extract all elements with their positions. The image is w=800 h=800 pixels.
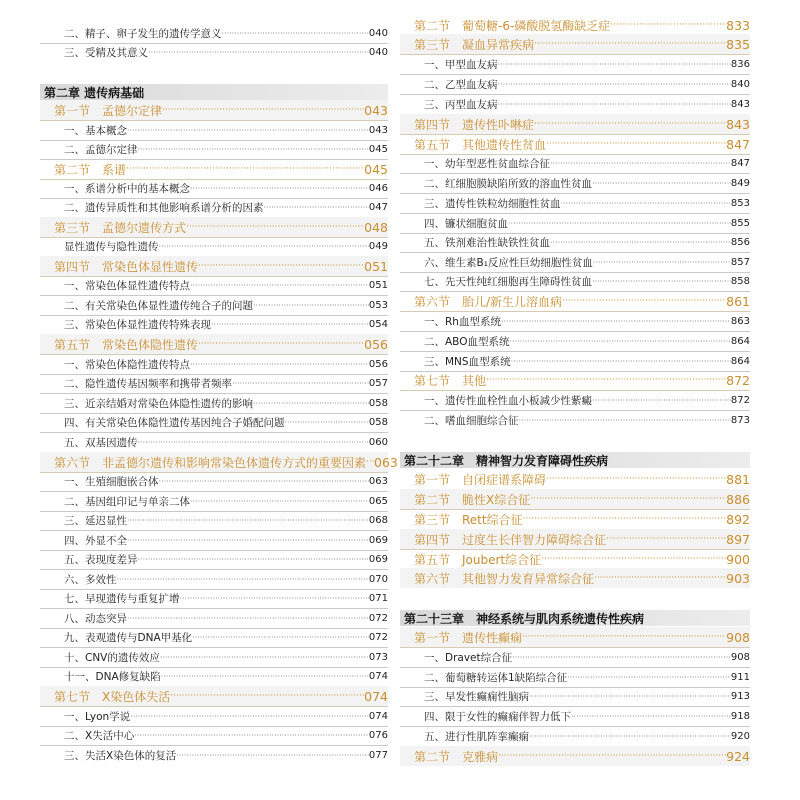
entry-title: 十、CNV的遗传效应	[64, 651, 160, 664]
dot-leader	[198, 339, 364, 349]
toc-subsection[interactable]	[40, 666, 388, 687]
toc-subsection[interactable]	[40, 314, 388, 335]
dot-leader	[192, 633, 369, 642]
page-number: 069	[368, 553, 388, 565]
dot-leader	[127, 614, 369, 623]
dot-leader	[498, 751, 726, 761]
toc-subsection[interactable]	[40, 120, 388, 141]
dot-leader	[162, 105, 364, 115]
page-number: 074	[368, 710, 388, 722]
page-number: 051	[368, 279, 388, 291]
toc-section[interactable]	[400, 746, 750, 766]
page-number: 897	[726, 531, 750, 547]
entry-title: 一、基本概念	[64, 124, 127, 137]
entry-title: 第四节 遗传性卟啉症	[414, 117, 535, 132]
toc-subsection[interactable]	[400, 232, 750, 253]
page-number: 074	[364, 688, 388, 704]
dot-leader	[126, 164, 364, 174]
dot-leader	[606, 534, 726, 544]
entry-title: 二、ABO血型系统	[424, 335, 510, 348]
page-number: 836	[730, 58, 750, 70]
toc-subsection[interactable]	[40, 530, 388, 551]
dot-leader	[232, 379, 369, 388]
dot-leader	[562, 296, 726, 306]
toc-section[interactable]	[40, 686, 388, 707]
entry-title: 一、常染色体显性遗传特点	[64, 279, 190, 292]
page-number: 040	[368, 27, 388, 39]
entry-title: 第五节 Joubert综合征	[414, 552, 542, 567]
page-number: 060	[368, 436, 388, 448]
toc-subsection[interactable]	[400, 351, 750, 372]
toc-section[interactable]	[400, 529, 750, 550]
toc-section[interactable]	[40, 100, 388, 121]
page-number: 040	[368, 46, 388, 58]
toc-subsection[interactable]	[40, 647, 388, 668]
page-number: 924	[726, 748, 750, 764]
toc-subsection[interactable]	[40, 295, 388, 316]
entry-title: 四、限于女性的癫痫伴智力低下	[424, 710, 571, 723]
entry-title: 二、隐性遗传基因频率和携带者频率	[64, 377, 232, 390]
entry-title: 五、进行性肌阵挛癫痫	[424, 730, 529, 743]
entry-title: 一、甲型血友病	[424, 58, 498, 71]
entry-title: 三、受精及其意义	[64, 46, 148, 59]
entry-title: 第三节 孟德尔遗传方式	[54, 220, 187, 235]
entry-title: 五、铁剂难治性缺铁性贫血	[424, 236, 550, 249]
toc-section[interactable]	[400, 568, 750, 588]
toc-subsection[interactable]	[400, 331, 750, 352]
toc-subsection[interactable]	[400, 153, 750, 174]
toc-subsection[interactable]	[40, 471, 388, 492]
toc-subsection[interactable]	[400, 706, 750, 727]
toc-subsection[interactable]	[400, 271, 750, 292]
entry-title: 显性遗传与隐性遗传	[64, 240, 159, 253]
toc-subsection[interactable]	[40, 197, 388, 218]
page-number: 903	[726, 570, 750, 586]
toc-subsection[interactable]	[400, 252, 750, 273]
page-number: 847	[730, 157, 750, 169]
dot-leader	[160, 653, 369, 662]
entry-title: 二、嗜血细胞综合征	[424, 414, 519, 427]
entry-title: 一、Lyon学说	[64, 710, 131, 723]
entry-title: 五、双基因遗传	[64, 436, 138, 449]
dot-leader	[511, 357, 731, 366]
page-number: 043	[364, 102, 388, 118]
toc-section[interactable]	[400, 627, 750, 648]
toc-section[interactable]	[400, 134, 750, 155]
entry-title: 十一、DNA修复缺陷	[64, 670, 161, 683]
page-number: 045	[368, 143, 388, 155]
page-number: 076	[368, 729, 388, 741]
toc-section[interactable]	[40, 159, 388, 180]
dot-leader	[176, 751, 369, 760]
entry-title: 三、常染色体显性遗传特殊表现	[64, 318, 211, 331]
toc-section[interactable]	[400, 370, 750, 391]
page-number: 049	[368, 240, 388, 252]
dot-leader	[550, 238, 731, 247]
entry-title: 第二节 克雅病	[414, 749, 499, 764]
entry-title: 五、表现度差异	[64, 553, 138, 566]
dot-leader	[529, 732, 731, 741]
dot-leader	[534, 39, 726, 49]
dot-leader	[190, 281, 369, 290]
page-number: 873	[730, 414, 750, 426]
page-number: 045	[364, 161, 388, 177]
toc-subsection[interactable]	[40, 275, 388, 296]
toc-subsection[interactable]	[40, 588, 388, 609]
entry-title: 第二节 脆性X综合征	[414, 492, 531, 507]
toc-section[interactable]	[400, 291, 750, 312]
dot-leader	[546, 139, 726, 149]
dot-leader	[509, 337, 730, 346]
page-number: 070	[368, 573, 388, 585]
toc-subsection[interactable]	[40, 393, 388, 414]
entry-title: 四、外显不全	[64, 534, 127, 547]
dot-leader	[198, 261, 364, 271]
page-number: 908	[726, 629, 750, 645]
toc-section[interactable]	[400, 509, 750, 530]
toc-subsection[interactable]	[40, 510, 388, 531]
toc-section[interactable]	[40, 334, 388, 355]
entry-title: 九、表观遗传与DNA甲基化	[64, 631, 193, 644]
entry-title: 三、失活X染色体的复活	[64, 749, 177, 762]
toc-subsection[interactable]	[40, 608, 388, 629]
toc-subsection[interactable]	[400, 193, 750, 214]
page-number: 077	[368, 749, 388, 761]
page-number: 886	[726, 491, 750, 507]
page-number: 071	[368, 592, 388, 604]
entry-title: 二、X失活中心	[64, 729, 135, 742]
dot-leader	[190, 184, 369, 193]
toc-subsection[interactable]	[40, 627, 388, 648]
dot-leader	[159, 477, 369, 486]
page-number: 856	[730, 236, 750, 248]
toc-subsection[interactable]	[40, 745, 388, 765]
dot-leader	[170, 691, 364, 701]
page-number: 074	[368, 670, 388, 682]
entry-title: 四、镰状细胞贫血	[424, 217, 508, 230]
dot-leader	[180, 594, 369, 603]
page-number: 051	[364, 258, 388, 274]
toc-subsection[interactable]	[40, 491, 388, 512]
page-number: 855	[730, 217, 750, 229]
toc-section[interactable]	[400, 489, 750, 510]
page-number: 047	[368, 201, 388, 213]
dot-leader	[610, 20, 726, 30]
dot-leader	[190, 497, 369, 506]
page-number: 843	[726, 116, 750, 132]
toc-subsection[interactable]	[40, 139, 388, 160]
dot-leader	[222, 29, 369, 38]
page-number: 068	[368, 514, 388, 526]
page-number: 918	[730, 710, 750, 722]
page-number: 864	[730, 335, 750, 347]
dot-leader	[486, 375, 726, 385]
page-number: 063	[368, 475, 388, 487]
dot-leader	[508, 219, 731, 228]
page-number: 057	[368, 377, 388, 389]
entry-title: 二、精子、卵子发生的遗传学意义	[64, 27, 222, 40]
entry-title: 第四节 常染色体显性遗传	[54, 259, 199, 274]
dot-leader	[127, 516, 369, 525]
dot-leader	[546, 474, 726, 484]
dot-leader	[523, 514, 727, 524]
chapter-heading: 第二十三章 神经系统与肌肉系统遗传性疾病	[400, 610, 750, 626]
entry-title: 三、丙型血友病	[424, 98, 498, 111]
page-number: 048	[364, 219, 388, 235]
dot-leader	[592, 396, 731, 405]
dot-leader	[264, 203, 369, 212]
toc-section[interactable]	[400, 114, 750, 135]
dot-leader	[550, 159, 731, 168]
dot-leader	[190, 360, 369, 369]
entry-title: 二、红细胞膜缺陷所致的溶血性贫血	[424, 177, 592, 190]
page-number: 072	[368, 631, 388, 643]
toc-subsection[interactable]	[400, 74, 750, 95]
toc-section[interactable]	[400, 469, 750, 490]
toc-subsection[interactable]	[400, 647, 750, 668]
entry-title: 三、MNS血型系统	[424, 355, 511, 368]
toc-subsection[interactable]	[400, 686, 750, 707]
page-number: 056	[364, 336, 388, 352]
page-number: 911	[730, 671, 750, 683]
dot-leader	[127, 536, 369, 545]
dot-leader	[529, 692, 731, 701]
entry-title: 一、Dravet综合征	[424, 651, 513, 664]
page-number: 913	[730, 690, 750, 702]
toc-subsection[interactable]	[40, 373, 388, 394]
entry-title: 七、先天性纯红细胞再生障碍性贫血	[424, 275, 592, 288]
page-number: 858	[730, 275, 750, 287]
toc-subsection[interactable]	[400, 173, 750, 194]
page-number: 920	[730, 730, 750, 742]
toc-subsection[interactable]	[400, 726, 750, 747]
toc-subsection[interactable]	[40, 354, 388, 375]
page-number: 046	[368, 182, 388, 194]
entry-title: 第一节 孟德尔定律	[54, 103, 163, 118]
dot-leader	[541, 554, 726, 564]
page-number: 072	[368, 612, 388, 624]
page-number: 058	[368, 397, 388, 409]
dot-leader	[253, 399, 369, 408]
entry-title: 八、动态突异	[64, 612, 127, 625]
toc-subsection[interactable]	[40, 178, 388, 199]
dot-leader	[127, 126, 369, 135]
toc-subsection[interactable]	[400, 94, 750, 115]
dot-leader	[501, 317, 731, 326]
entry-title: 二、遗传异质性和其他影响系谱分析的因素	[64, 201, 264, 214]
toc-section[interactable]	[40, 452, 398, 473]
entry-title: 第七节 X染色体失活	[54, 689, 171, 704]
page-number: 840	[730, 78, 750, 90]
entry-title: 一、Rh血型系统	[424, 315, 501, 328]
entry-title: 第七节 其他	[414, 373, 487, 388]
dot-leader	[130, 712, 369, 721]
page-number: 847	[726, 136, 750, 152]
entry-title: 二、孟德尔定律	[64, 143, 138, 156]
chapter-heading: 第二章 遗传病基础	[40, 84, 388, 100]
dot-leader	[134, 731, 369, 740]
page-number: 872	[730, 394, 750, 406]
dot-leader	[561, 199, 731, 208]
dot-leader	[161, 672, 369, 681]
dot-leader	[366, 457, 374, 467]
dot-leader	[253, 301, 369, 310]
entry-title: 第六节 其他智力发育异常综合征	[414, 571, 595, 586]
entry-title: 三、延迟显性	[64, 514, 127, 527]
page-number: 069	[368, 534, 388, 546]
dot-leader	[138, 555, 369, 564]
entry-title: 四、有关常染色体隐性遗传基因纯合子婚配问题	[64, 416, 285, 429]
dot-leader	[592, 179, 731, 188]
dot-leader	[148, 48, 369, 57]
entry-title: 三、早发性癫痫性脑病	[424, 690, 529, 703]
entry-title: 第四节 过度生长伴智力障碍综合征	[414, 532, 607, 547]
dot-leader	[285, 418, 369, 427]
dot-leader	[571, 712, 731, 721]
page-number: 892	[726, 511, 750, 527]
page-number: 053	[368, 299, 388, 311]
toc-section[interactable]	[400, 549, 750, 570]
toc-section[interactable]	[400, 15, 750, 36]
entry-title: 第三节 Rett综合征	[414, 512, 523, 527]
dot-leader	[138, 145, 369, 154]
entry-title: 七、早现遗传与重复扩增	[64, 592, 180, 605]
dot-leader	[498, 100, 731, 109]
dot-leader	[512, 653, 731, 662]
page-number: 043	[368, 124, 388, 136]
dot-leader	[519, 416, 731, 425]
toc-subsection[interactable]	[40, 236, 388, 257]
toc-section[interactable]	[40, 217, 388, 238]
dot-leader	[117, 575, 369, 584]
toc-subsection[interactable]	[400, 667, 750, 688]
page-number: 863	[730, 315, 750, 327]
page-number: 853	[730, 197, 750, 209]
dot-leader	[498, 60, 731, 69]
page-number: 872	[726, 372, 750, 388]
entry-title: 一、常染色体隐性遗传特点	[64, 358, 190, 371]
page-number: 857	[730, 256, 750, 268]
toc-subsection[interactable]	[40, 569, 388, 590]
page-number: 908	[730, 651, 750, 663]
entry-title: 六、维生素B₁反应性巨幼细胞性贫血	[424, 256, 593, 269]
page-number: 843	[730, 98, 750, 110]
page-number: 900	[726, 551, 750, 567]
entry-title: 三、遗传性铁粒幼细胞性贫血	[424, 197, 561, 210]
toc-subsection[interactable]	[40, 725, 388, 746]
dot-leader	[159, 242, 369, 251]
dot-leader	[186, 222, 364, 232]
dot-leader	[522, 632, 726, 642]
dot-leader	[592, 277, 731, 286]
dot-leader	[498, 80, 731, 89]
entry-title: 三、近亲结婚对常染色体隐性遗传的影响	[64, 397, 253, 410]
toc-subsection[interactable]	[40, 23, 388, 44]
entry-title: 一、生殖细胞嵌合体	[64, 475, 159, 488]
entry-title: 第六节 胎儿/新生儿溶血病	[414, 294, 563, 309]
toc-section[interactable]	[40, 256, 388, 277]
entry-title: 六、多效性	[64, 573, 117, 586]
chapter-heading: 第二十二章 精神智力发育障碍性疾病	[400, 452, 750, 468]
entry-title: 一、幼年型恶性贫血综合征	[424, 157, 550, 170]
toc-subsection[interactable]	[400, 213, 750, 234]
page-number: 056	[368, 358, 388, 370]
entry-title: 第六节 非孟德尔遗传和影响常染色体遗传方式的重要因素	[54, 455, 367, 470]
page-number: 063	[374, 454, 398, 470]
page-number: 065	[368, 495, 388, 507]
entry-title: 第二节 系谱	[54, 162, 127, 177]
toc-subsection[interactable]	[40, 549, 388, 570]
toc-subsection[interactable]	[40, 706, 388, 727]
entry-title: 二、基因组印记与单亲二体	[64, 495, 190, 508]
toc-section[interactable]	[400, 34, 750, 55]
dot-leader	[530, 494, 726, 504]
dot-leader	[534, 119, 726, 129]
dot-leader	[138, 438, 369, 447]
page-number: 881	[726, 471, 750, 487]
dot-leader	[567, 673, 731, 682]
page-number: 864	[730, 355, 750, 367]
page-number: 058	[368, 416, 388, 428]
page-number: 073	[368, 651, 388, 663]
toc-subsection[interactable]	[400, 390, 750, 411]
entry-title: 第一节 自闭症谱系障碍	[414, 472, 547, 487]
dot-leader	[594, 573, 726, 583]
entry-title: 二、有关常染色体显性遗传纯合子的问题	[64, 299, 253, 312]
toc-subsection[interactable]	[40, 42, 388, 62]
entry-title: 二、乙型血友病	[424, 78, 498, 91]
page-number: 849	[730, 177, 750, 189]
entry-title: 第三节 凝血异常疾病	[414, 37, 535, 52]
entry-title: 第五节 常染色体隐性遗传	[54, 337, 199, 352]
dot-leader	[593, 258, 731, 267]
toc-subsection[interactable]	[400, 311, 750, 332]
entry-title: 第五节 其他遗传性贫血	[414, 137, 547, 152]
entry-title: 一、系谱分析中的基本概念	[64, 182, 190, 195]
entry-title: 第二节 葡萄糖-6-磷酸脱氢酶缺乏症	[414, 18, 611, 33]
entry-title: 第一节 遗传性癫痫	[414, 630, 523, 645]
toc-subsection[interactable]	[400, 410, 750, 430]
page-number: 054	[368, 318, 388, 330]
entry-title: 一、遗传性血栓性血小板减少性紫癜	[424, 394, 592, 407]
entry-title: 二、葡萄糖转运体1缺陷综合征	[424, 671, 568, 684]
toc-subsection[interactable]	[400, 54, 750, 75]
page-number: 835	[726, 36, 750, 52]
page-number: 833	[726, 17, 750, 33]
dot-leader	[211, 320, 369, 329]
toc-subsection[interactable]	[40, 412, 388, 433]
page-number: 861	[726, 293, 750, 309]
toc-subsection[interactable]	[40, 432, 388, 453]
